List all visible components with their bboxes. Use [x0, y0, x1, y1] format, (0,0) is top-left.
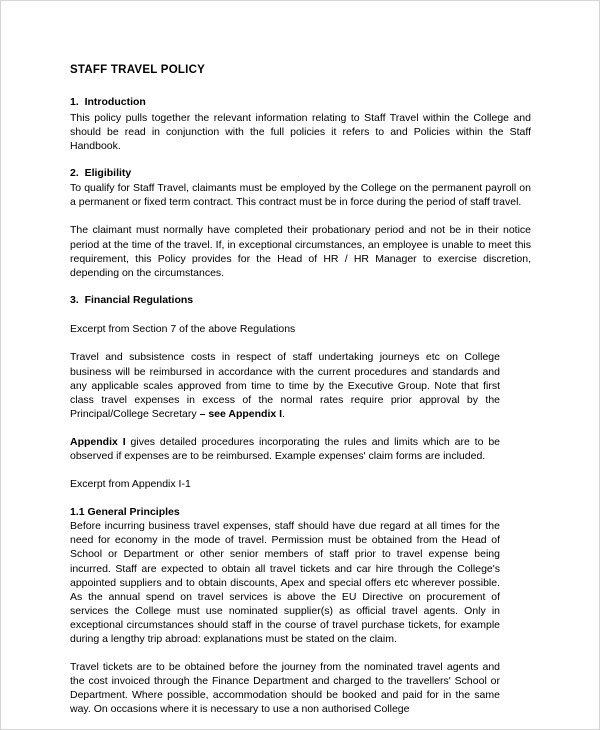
appendix-description: gives detailed procedures incorporating the rules and limits which are to be observed if expenses are to be reimbursed. Example expenses' claim forms are included.: [70, 435, 500, 462]
general-principles-paragraph-1: Before incurring business travel expenses, staff should have due regard at all times for the need for economy in the mode of travel. Permission must be obtained from the Head of School or Department or other senior members of staff prior to travel expense being incurred. Staff are expected to obtain all travel tickets and car hire through the College's appointed suppliers and to obtain discounts, Apex and special offers etc wherever possible. As the annual spend on travel services is above the EU Directive on procurement of services the College must use nominated supplier(s) as official travel agents. Only in exceptional circumstances should staff in the course of travel purchase tickets, for example during a lengthy trip abroad: explanations must be stated on the claim.: [70, 520, 500, 646]
section-heading-eligibility: 2. Eligibility: [70, 166, 132, 179]
section-heading-introduction: 1. Introduction: [70, 96, 146, 108]
appendix-reference-2: Appendix I: [70, 435, 126, 448]
section-heading-financial-regulations: 3. Financial Regulations: [70, 293, 194, 306]
document-body: [70, 63, 531, 717]
section-spacer: [70, 153, 531, 167]
section-spacer: [70, 280, 531, 294]
appendix-reference-1: Appendix I: [228, 407, 283, 420]
subsection-heading-general-principles: 1.1 General Principles: [70, 506, 180, 519]
introduction-paragraph-1: This policy pulls together the relevant information relating to Staff Travel within the College and should be read in conjunction with the full policies it refers to and Policies within the Staff Handbook.: [70, 111, 531, 152]
excerpt-label-appendix-i1: Excerpt from Appendix I-1: [70, 478, 191, 491]
paragraph-spacer: [70, 308, 531, 322]
eligibility-paragraph-1: To qualify for Staff Travel, claimants must be employed by the College on the permanent payroll on a permanent or fixed term contract. This contract must be in force during the period of staff travel.: [70, 182, 531, 209]
quote-dash-see: – see: [199, 407, 229, 420]
page-title: STAFF TRAVEL POLICY: [70, 64, 206, 76]
quoted-excerpt-appendix-intro: [70, 435, 500, 463]
excerpt-label-section-7: Excerpt from Section 7 of the above Regulations: [70, 323, 296, 336]
paragraph-spacer: [70, 336, 531, 350]
general-principles-paragraph-2: Travel tickets are to be obtained before the journey from the nominated travel agents and the cost invoiced through the Finance Department and charged to the travellers' School or Department. Where possible, accommodation should be booked and paid for in the same way. On occasions where it is necessary to use a non authorised College: [70, 661, 500, 716]
paragraph-spacer: [70, 463, 531, 477]
paragraph-spacer: [70, 491, 531, 505]
quoted-excerpt-section-7: [70, 350, 500, 420]
quote-text-lead: Travel and subsistence costs in respect of staff undertaking journeys etc on College business will be reimbursed in accordance with the current procedures and standards and any applicable scales approved from time to time by the Executive Group. Note that first class travel expenses in excess of the normal rates require prior approval by the Principal/College Secretary: [70, 351, 500, 420]
quote-text-period: .: [282, 407, 285, 420]
eligibility-paragraph-2: The claimant must normally have completed their probationary period and not be in their notice period at the time of the travel. If, in exceptional circumstances, an employee is unable to meet this requirement, this Policy provides for the Head of HR / HR Manager to exercise discretion, depending on the circumstances.: [70, 224, 531, 279]
